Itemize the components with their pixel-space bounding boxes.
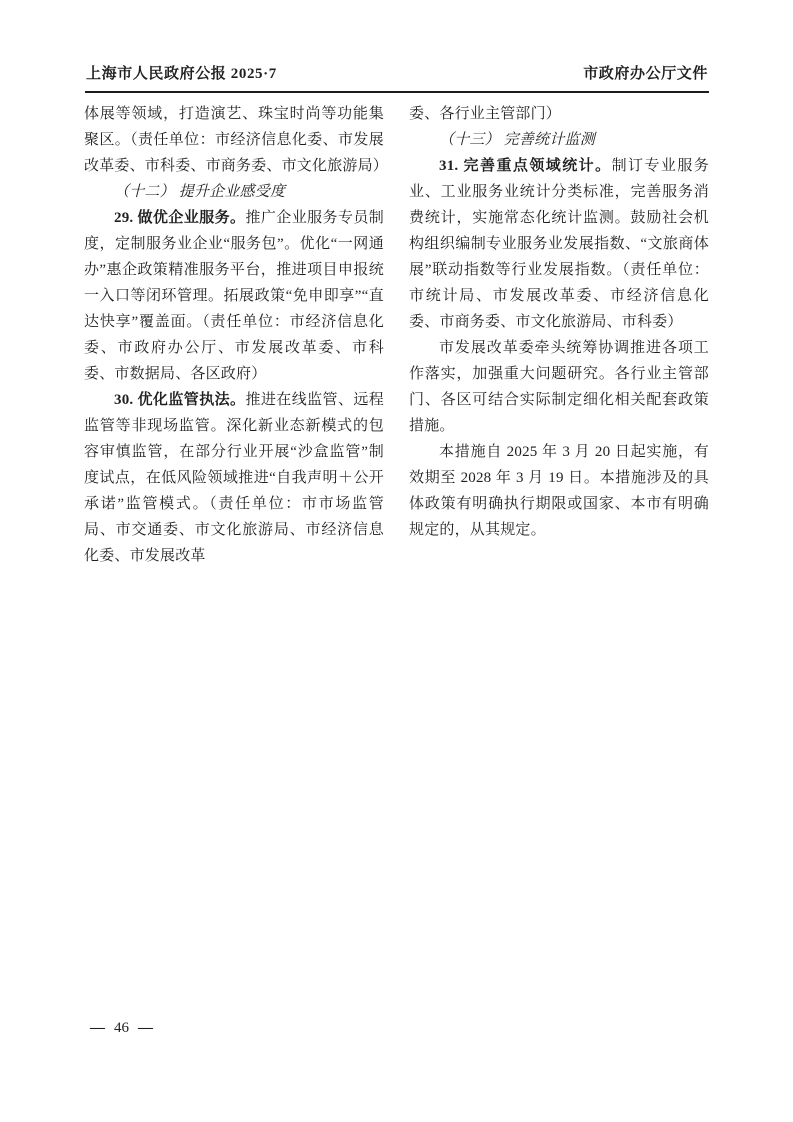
gazette-title: 上海市人民政府公报 2025·7 bbox=[86, 66, 277, 82]
left-column bbox=[84, 101, 389, 569]
right-column bbox=[409, 101, 709, 569]
page-number-dash-left: — bbox=[90, 1020, 105, 1036]
section-heading-13: （十三） 完善统计监测 bbox=[439, 132, 595, 148]
item-31-lead: 31. 完善重点领域统计。 bbox=[439, 158, 612, 174]
item-31-paragraph bbox=[409, 153, 709, 335]
item-30-paragraph bbox=[84, 387, 384, 569]
paragraph-effective-date: 本措施自 2025 年 3 月 20 日起实施，有效期至 2028 年 3 月 19 日。本措施涉及的具体政策有明确执行期限或国家、本市有明确规定的，从其规定。 bbox=[409, 444, 709, 538]
item-29-paragraph bbox=[84, 205, 384, 387]
paragraph-coordination: 市发展改革委牵头统筹协调推进各项工作落实，加强重大问题研究。各行业主管部门、各区可结合实际制定细化相关配套政策措施。 bbox=[409, 340, 709, 434]
item-29-body: 推广企业服务专员制度，定制服务业企业“服务包”。优化“一网通办”惠企政策精准服务平台，推进项目申报统一入口等闭环管理。拓展政策“免申即享”“直达快享”覆盖面。（责任单位：市经济信息化委、市政府办公厅、市发展改革委、市科委、市数据局、各区政府） bbox=[84, 210, 384, 382]
item-31-body: 制订专业服务业、工业服务业统计分类标准，完善服务消费统计，实施常态化统计监测。鼓励社会机构组织编制专业服务业发展指数、“文旅商体展”联动指数等行业发展指数。（责任单位：市统计局、市发展改革委、市经济信息化委、市商务委、市文化旅游局、市科委） bbox=[409, 158, 709, 330]
header-divider bbox=[85, 91, 709, 93]
document-category-label: 市政府办公厅文件 bbox=[583, 66, 708, 82]
document-body bbox=[84, 101, 709, 569]
page-number-dash-right: — bbox=[138, 1020, 153, 1036]
paragraph-continuation-left: 体展等领域，打造演艺、珠宝时尚等功能集聚区。（责任单位：市经济信息化委、市发展改革委、市科委、市商务委、市文化旅游局） bbox=[84, 106, 389, 174]
paragraph-continuation-right: 委、各行业主管部门） bbox=[409, 106, 562, 122]
item-30-lead: 30. 优化监管执法。 bbox=[114, 392, 246, 408]
section-heading-12: （十二） 提升企业感受度 bbox=[114, 184, 286, 200]
page-footer bbox=[90, 1020, 153, 1037]
item-29-lead: 29. 做优企业服务。 bbox=[114, 210, 246, 226]
item-30-body: 推进在线监管、远程监管等非现场监管。深化新业态新模式的包容审慎监管，在部分行业开展“沙盒监管”制度试点，在低风险领域推进“自我声明＋公开承诺”监管模式。（责任单位：市市场监管局、市交通委、市文化旅游局、市经济信息化委、市发展改革 bbox=[84, 392, 384, 564]
page-number: 46 bbox=[114, 1020, 129, 1036]
page-header bbox=[86, 62, 708, 83]
